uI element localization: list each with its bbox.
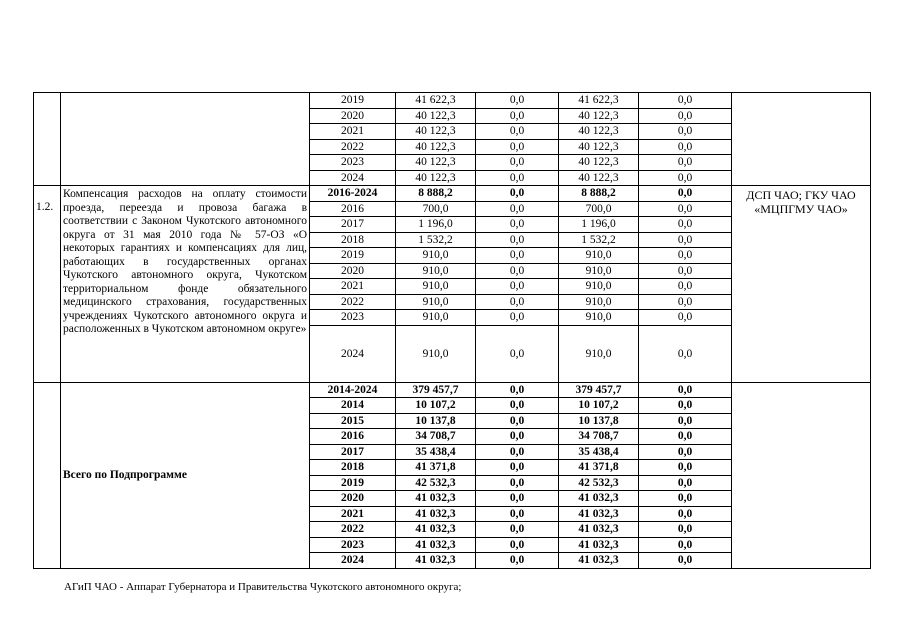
amount-cell: 41 032,3: [396, 553, 476, 569]
amount-cell: 910,0: [396, 248, 476, 264]
amount-cell: 0,0: [476, 93, 559, 109]
year-cell: 2017: [310, 217, 396, 233]
amount-cell: 0,0: [476, 522, 559, 538]
amount-cell: 41 032,3: [396, 537, 476, 553]
amount-cell: 41 032,3: [559, 553, 639, 569]
amount-cell: 0,0: [639, 413, 732, 429]
year-cell: 2024: [310, 170, 396, 186]
amount-cell: 0,0: [476, 108, 559, 124]
year-cell: 2019: [310, 475, 396, 491]
year-cell: 2023: [310, 537, 396, 553]
amount-cell: 41 032,3: [559, 506, 639, 522]
amount-cell: 0,0: [639, 522, 732, 538]
amount-cell: 41 032,3: [396, 491, 476, 507]
amount-cell: 0,0: [639, 460, 732, 476]
table-row: [34, 186, 871, 202]
amount-cell: 41 622,3: [559, 93, 639, 109]
amount-cell: 40 122,3: [559, 124, 639, 140]
year-cell: 2024: [310, 553, 396, 569]
funding-table: [33, 92, 871, 569]
year-cell: 2020: [310, 108, 396, 124]
year-cell: 2015: [310, 413, 396, 429]
amount-cell: 0,0: [639, 398, 732, 414]
amount-cell: 0,0: [476, 217, 559, 233]
amount-cell: 910,0: [559, 263, 639, 279]
amount-cell: 0,0: [639, 491, 732, 507]
amount-cell: 0,0: [639, 429, 732, 445]
amount-cell: 0,0: [476, 537, 559, 553]
amount-cell: 0,0: [639, 248, 732, 264]
amount-cell: 910,0: [396, 263, 476, 279]
executors-cell: ДСП ЧАО; ГКУ ЧАО «МЦПГМУ ЧАО»: [732, 186, 871, 383]
amount-cell: 0,0: [639, 186, 732, 202]
amount-cell: 0,0: [476, 382, 559, 398]
amount-cell: 0,0: [476, 444, 559, 460]
amount-cell: 0,0: [639, 444, 732, 460]
amount-cell: 41 032,3: [396, 506, 476, 522]
amount-cell: 0,0: [476, 170, 559, 186]
amount-cell: 0,0: [639, 170, 732, 186]
amount-cell: 41 032,3: [559, 522, 639, 538]
year-cell: 2022: [310, 522, 396, 538]
amount-cell: 0,0: [639, 139, 732, 155]
table-row: [34, 382, 871, 398]
amount-cell: 0,0: [476, 310, 559, 326]
item-number: 1.2.: [34, 186, 61, 383]
amount-cell: 40 122,3: [396, 139, 476, 155]
year-cell: 2021: [310, 506, 396, 522]
amount-cell: 40 122,3: [396, 155, 476, 171]
amount-cell: 1 532,2: [396, 232, 476, 248]
executor-cell-empty: [732, 93, 871, 186]
amount-cell: 40 122,3: [396, 124, 476, 140]
amount-cell: 41 371,8: [559, 460, 639, 476]
amount-cell: 0,0: [476, 460, 559, 476]
amount-cell: 910,0: [396, 294, 476, 310]
amount-cell: 0,0: [476, 294, 559, 310]
amount-cell: 0,0: [639, 263, 732, 279]
amount-cell: 379 457,7: [396, 382, 476, 398]
amount-cell: 0,0: [476, 413, 559, 429]
year-cell: 2023: [310, 155, 396, 171]
year-cell: 2022: [310, 139, 396, 155]
amount-cell: 40 122,3: [559, 139, 639, 155]
amount-cell: 41 032,3: [559, 537, 639, 553]
year-cell: 2021: [310, 279, 396, 295]
footnote: АГиП ЧАО - Аппарат Губернатора и Правительства Чукотского автономного округа;: [64, 581, 462, 593]
year-cell: 2019: [310, 93, 396, 109]
amount-cell: 700,0: [396, 201, 476, 217]
amount-cell: 0,0: [639, 475, 732, 491]
amount-cell: 0,0: [476, 491, 559, 507]
amount-cell: 0,0: [639, 294, 732, 310]
year-cell: 2017: [310, 444, 396, 460]
amount-cell: 0,0: [639, 279, 732, 295]
amount-cell: 0,0: [639, 124, 732, 140]
amount-cell: 0,0: [639, 310, 732, 326]
amount-cell: 41 622,3: [396, 93, 476, 109]
number-cell-empty: [34, 93, 61, 186]
amount-cell: 42 532,3: [396, 475, 476, 491]
amount-cell: 41 032,3: [396, 522, 476, 538]
amount-cell: 910,0: [396, 325, 476, 382]
amount-cell: 0,0: [476, 186, 559, 202]
amount-cell: 0,0: [476, 553, 559, 569]
amount-cell: 0,0: [476, 325, 559, 382]
amount-cell: 8 888,2: [396, 186, 476, 202]
year-cell: 2014-2024: [310, 382, 396, 398]
amount-cell: 34 708,7: [559, 429, 639, 445]
amount-cell: 910,0: [559, 294, 639, 310]
amount-cell: 910,0: [396, 310, 476, 326]
year-cell: 2018: [310, 232, 396, 248]
amount-cell: 0,0: [639, 93, 732, 109]
amount-cell: 1 196,0: [396, 217, 476, 233]
amount-cell: 40 122,3: [559, 170, 639, 186]
amount-cell: 40 122,3: [559, 108, 639, 124]
amount-cell: 10 107,2: [396, 398, 476, 414]
amount-cell: 0,0: [476, 506, 559, 522]
amount-cell: 700,0: [559, 201, 639, 217]
year-cell: 2024: [310, 325, 396, 382]
amount-cell: 0,0: [639, 108, 732, 124]
year-cell: 2016: [310, 201, 396, 217]
year-cell: 2021: [310, 124, 396, 140]
amount-cell: 10 137,8: [396, 413, 476, 429]
amount-cell: 0,0: [639, 537, 732, 553]
amount-cell: 40 122,3: [396, 108, 476, 124]
amount-cell: 0,0: [639, 382, 732, 398]
amount-cell: 0,0: [476, 232, 559, 248]
year-cell: 2022: [310, 294, 396, 310]
amount-cell: 910,0: [559, 248, 639, 264]
amount-cell: 379 457,7: [559, 382, 639, 398]
amount-cell: 35 438,4: [396, 444, 476, 460]
amount-cell: 8 888,2: [559, 186, 639, 202]
amount-cell: 0,0: [639, 201, 732, 217]
year-cell: 2020: [310, 491, 396, 507]
amount-cell: 910,0: [396, 279, 476, 295]
amount-cell: 0,0: [476, 279, 559, 295]
amount-cell: 10 107,2: [559, 398, 639, 414]
amount-cell: 0,0: [639, 232, 732, 248]
amount-cell: 0,0: [476, 398, 559, 414]
year-cell: 2016: [310, 429, 396, 445]
executor-cell-empty: [732, 382, 871, 568]
amount-cell: 34 708,7: [396, 429, 476, 445]
amount-cell: 0,0: [476, 263, 559, 279]
amount-cell: 910,0: [559, 310, 639, 326]
amount-cell: 0,0: [476, 155, 559, 171]
year-cell: 2016-2024: [310, 186, 396, 202]
amount-cell: 40 122,3: [559, 155, 639, 171]
description-cell-empty: [61, 93, 310, 186]
amount-cell: 0,0: [476, 124, 559, 140]
amount-cell: 0,0: [476, 429, 559, 445]
amount-cell: 42 532,3: [559, 475, 639, 491]
amount-cell: 0,0: [476, 139, 559, 155]
amount-cell: 910,0: [559, 325, 639, 382]
amount-cell: 910,0: [559, 279, 639, 295]
amount-cell: 10 137,8: [559, 413, 639, 429]
year-cell: 2020: [310, 263, 396, 279]
amount-cell: 0,0: [639, 325, 732, 382]
year-cell: 2023: [310, 310, 396, 326]
amount-cell: 41 032,3: [559, 491, 639, 507]
number-cell-empty: [34, 382, 61, 568]
amount-cell: 0,0: [639, 506, 732, 522]
table-row: [34, 93, 871, 109]
item-description: Компенсация расходов на оплату стоимости проезда, переезда и провоза багажа в соответствии с Законом Чукотского автономного округа от 31 мая 2010 года № 57-ОЗ «О некоторых гарантиях и компенсациях для лиц, работающих в государственных органах Чукотского автономного округа, Чукотском территориальном фонде обязательного медицинского страхования, государственных учреждениях Чукотского автономного округа и расположенных в Чукотском автономном округе»: [61, 186, 310, 383]
amount-cell: 0,0: [476, 475, 559, 491]
amount-cell: 0,0: [476, 248, 559, 264]
amount-cell: 40 122,3: [396, 170, 476, 186]
year-cell: 2018: [310, 460, 396, 476]
amount-cell: 0,0: [476, 201, 559, 217]
year-cell: 2014: [310, 398, 396, 414]
subprogram-total-label: Всего по Подпрограмме: [61, 382, 310, 568]
amount-cell: 0,0: [639, 217, 732, 233]
amount-cell: 35 438,4: [559, 444, 639, 460]
amount-cell: 1 196,0: [559, 217, 639, 233]
amount-cell: 0,0: [639, 553, 732, 569]
amount-cell: 41 371,8: [396, 460, 476, 476]
amount-cell: 1 532,2: [559, 232, 639, 248]
year-cell: 2019: [310, 248, 396, 264]
amount-cell: 0,0: [639, 155, 732, 171]
